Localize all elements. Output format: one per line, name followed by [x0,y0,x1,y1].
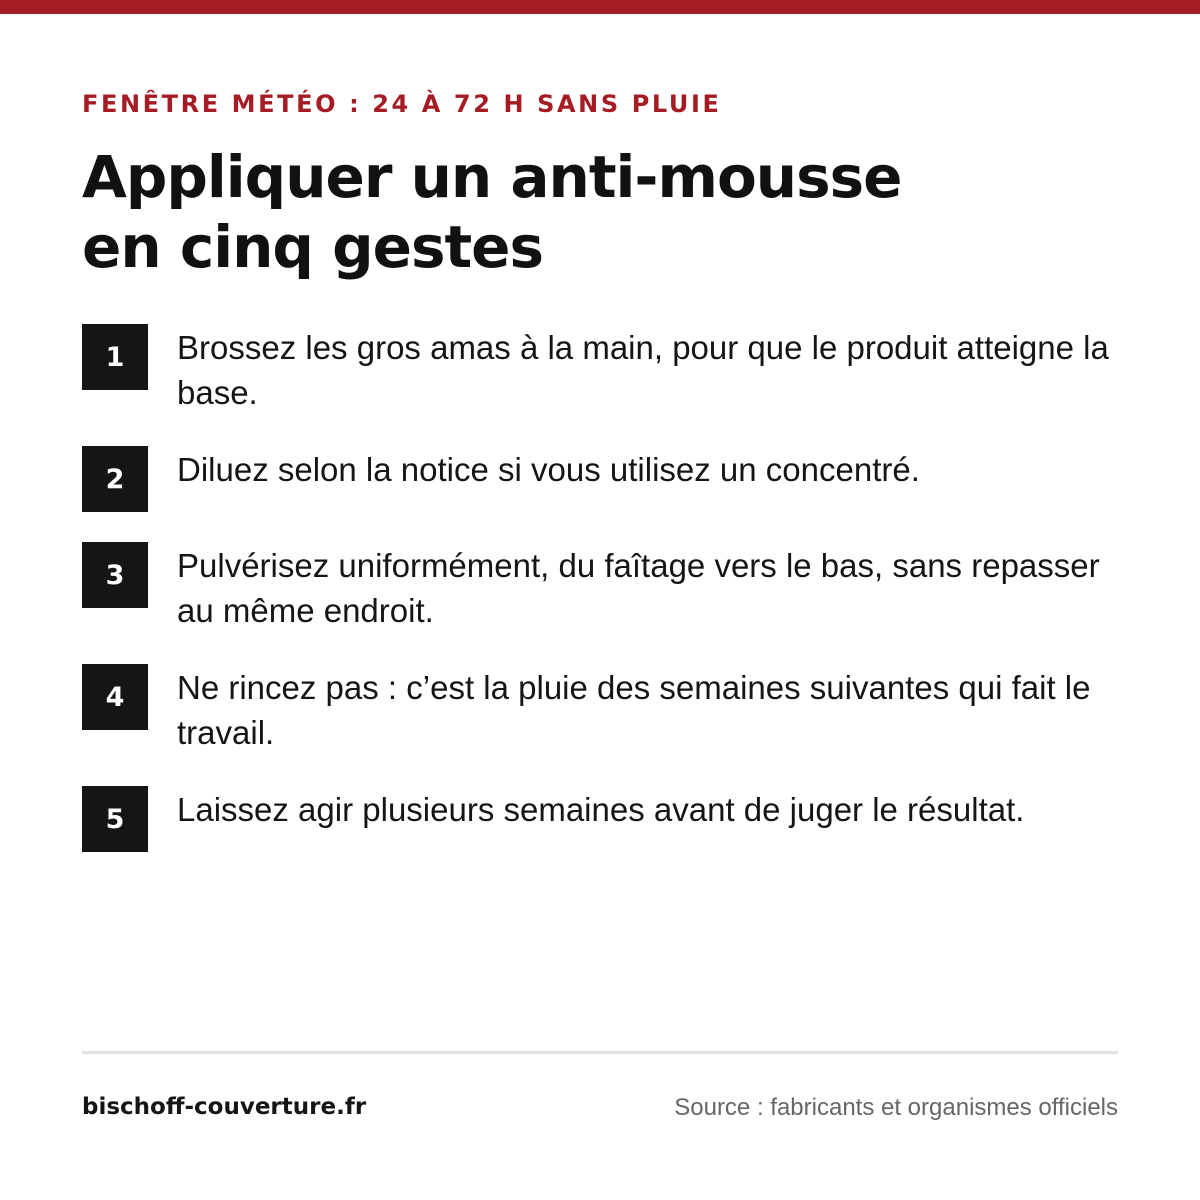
page-title [82,142,1122,282]
step-number-badge: 2 [82,446,148,512]
source-note: Source : fabricants et organismes officiels [674,1094,1118,1121]
step-text: Pulvérisez uniformément, du faîtage vers le bas, sans repasser au même endroit. [177,547,1100,629]
step-text: Laissez agir plusieurs semaines avant de juger le résultat. [177,791,1025,828]
step-item-2 [82,446,1122,512]
website-link[interactable]: bischoff-couverture.fr [82,1094,367,1120]
top-accent-bar [0,0,1200,14]
step-text: Ne rincez pas : c’est la pluie des semaines suivantes qui fait le travail. [177,669,1091,751]
step-number-badge: 1 [82,324,148,390]
step-number-badge: 4 [82,664,148,730]
step-number-badge: 3 [82,542,148,608]
page-title-line-1: Appliquer un anti-mousse [82,143,902,211]
step-text: Diluez selon la notice si vous utilisez un concentré. [177,451,920,488]
step-item-4 [82,664,1122,755]
weather-window-eyebrow: FENÊTRE MÉTÉO : 24 À 72 H SANS PLUIE [82,90,722,118]
step-item-3 [82,542,1122,633]
footer-divider [82,1051,1118,1054]
step-item-5 [82,786,1122,852]
step-number-badge: 5 [82,786,148,852]
step-item-1 [82,324,1122,415]
steps-list [82,324,1122,852]
step-text: Brossez les gros amas à la main, pour que le produit atteigne la base. [177,329,1109,411]
page-title-line-2: en cinq gestes [82,213,544,281]
